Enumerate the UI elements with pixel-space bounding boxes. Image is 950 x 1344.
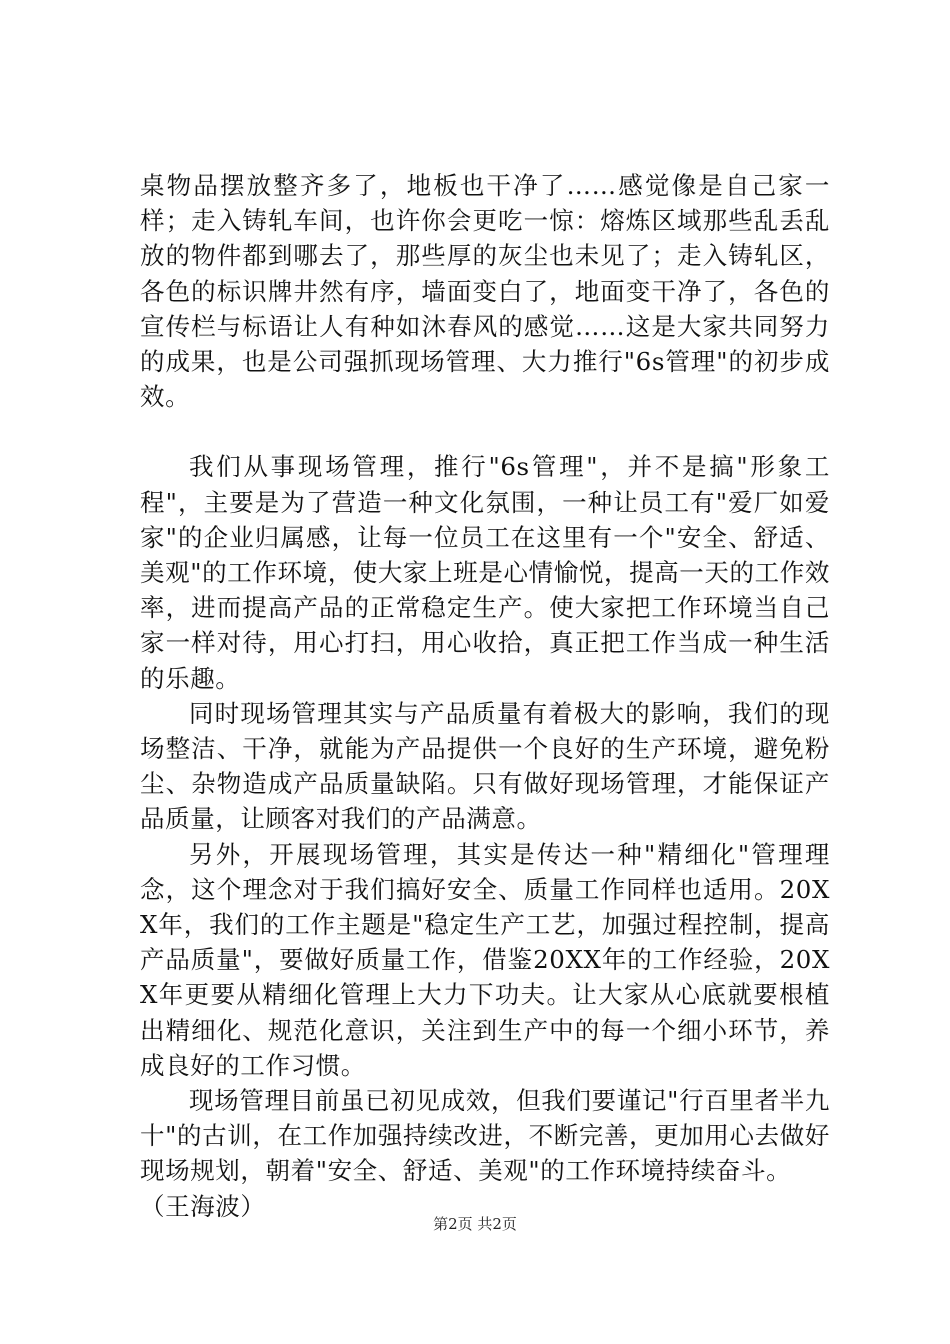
paragraph-purpose: 我们从事现场管理，推行"6s管理"，并不是搞"形象工程"，主要是为了营造一种文化氛围，一种让员工有"爱厂如爱家"的企业归属感，让每一位员工在这里有一个"安全、舒适、美观"的工作环境，使大家上班是心情愉悦，提高一天的工作效率，进而提高产品的正常稳定生产。使大家把工作环境当自己家一样对待，用心打扫，用心收拾，真正把工作当成一种生活的乐趣。	[140, 452, 830, 693]
document-body	[140, 168, 830, 1224]
paragraph-conclusion: 现场管理目前虽已初见成效，但我们要谨记"行百里者半九十"的古训，在工作加强持续改进，不断完善，更加用心去做好现场规划，朝着"安全、舒适、美观"的工作环境持续奋斗。	[140, 1086, 830, 1186]
page-footer	[0, 1214, 950, 1234]
page-total: 共2页	[477, 1215, 517, 1233]
paragraph-spacer	[140, 414, 830, 449]
paragraph-refinement: 另外，开展现场管理，其实是传达一种"精细化"管理理念，这个理念对于我们搞好安全、质量工作同样也适用。20XX年，我们的工作主题是"稳定生产工艺，加强过程控制，提高产品质量"，要做好质量工作，借鉴20XX年的工作经验，20XX年更要从精细化管理上大力下功夫。让大家从心底就要根植出精细化、规范化意识，关注到生产中的每一个细小环节，养成良好的工作习惯。	[140, 839, 830, 1080]
paragraph-quality: 同时现场管理其实与产品质量有着极大的影响，我们的现场整洁、干净，就能为产品提供一个良好的生产环境，避免粉尘、杂物造成产品质量缺陷。只有做好现场管理，才能保证产品质量，让顾客对我们的产品满意。	[140, 698, 830, 834]
author-signature: （王海波）	[140, 1191, 266, 1221]
page-number: 第2页	[433, 1215, 473, 1233]
paragraph-continuation: 桌物品摆放整齐多了，地板也干净了……感觉像是自己家一样；走入铸轧车间，也许你会更吃一惊：熔炼区域那些乱丢乱放的物件都到哪去了，那些厚的灰尘也未见了；走入铸轧区，各色的标识牌井然有序，墙面变白了，地面变干净了，各色的宣传栏与标语让人有种如沐春风的感觉……这是大家共同努力的成果，也是公司强抓现场管理、大力推行"6s管理"的初步成效。	[140, 171, 830, 412]
